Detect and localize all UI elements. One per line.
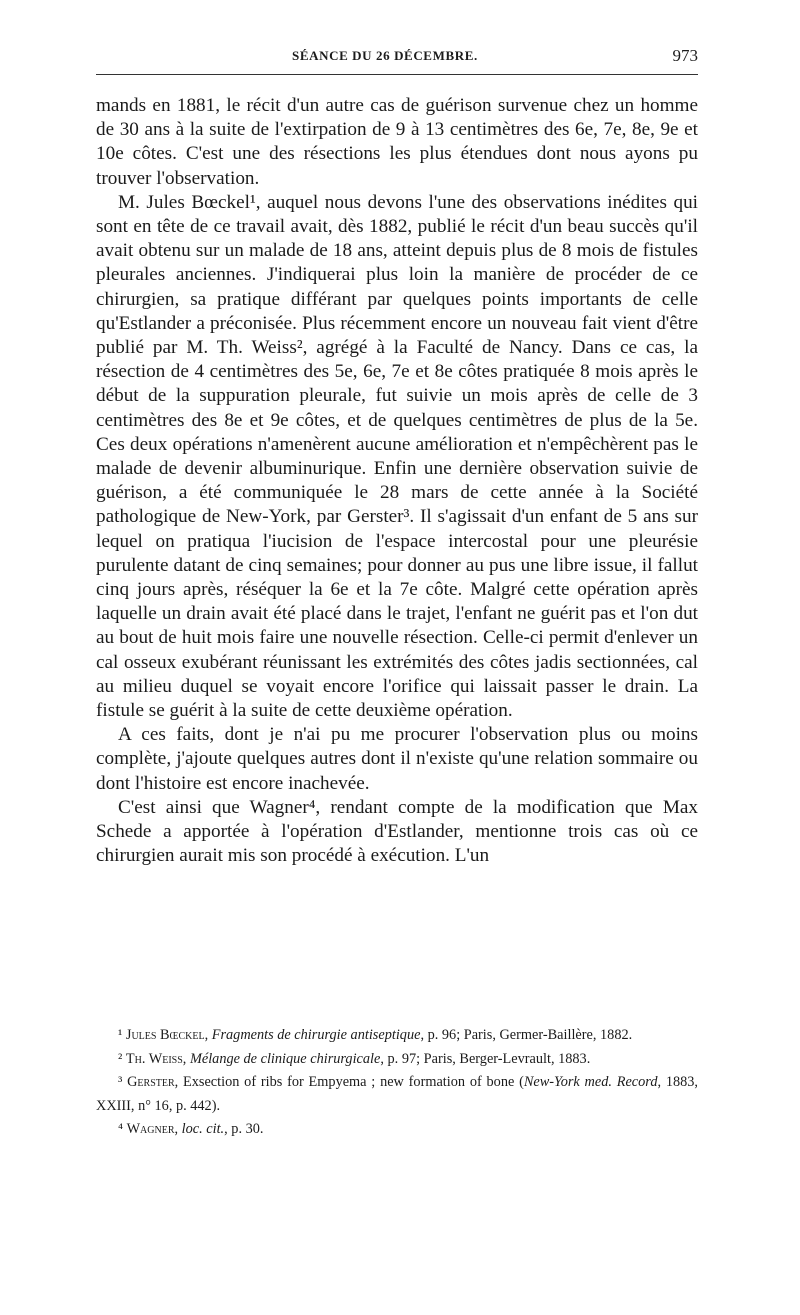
footnote-2: ² Th. Weiss, Mélange de clinique chirurgicale, p. 97; Paris, Berger-Levrault, 1883. [118, 1050, 591, 1067]
running-head [96, 46, 698, 70]
footnotes [96, 1024, 698, 1142]
footnote-title: loc. cit. [181, 1121, 225, 1138]
footnote-4: ⁴ Wagner, loc. cit., p. 30. [118, 1121, 264, 1138]
header-rule [96, 74, 698, 75]
body-text [96, 94, 698, 869]
footnote-rest: , p. 97; Paris, Berger-Levrault, 1883. [380, 1050, 591, 1067]
footnote-author: Jules Bœckel [125, 1027, 205, 1043]
running-title: SÉANCE DU 26 DÉCEMBRE. [292, 48, 478, 63]
footnote-mark: ² [118, 1050, 123, 1067]
footnote-plain: , Exsection of ribs for Empyema ; new formation of bone ( [174, 1074, 524, 1091]
footnote-author: Th. Weiss [125, 1050, 183, 1067]
footnote-author: Wagner [126, 1121, 175, 1138]
footnote-mark: ¹ [118, 1027, 123, 1043]
paragraph: C'est ainsi que Wagner⁴, rendant compte de la modification que Max Schede a apportée à l'opération d'Estlander, mentionne trois cas où ce chirurgien aurait mis son procédé à exécution. L'un [96, 796, 698, 867]
footnote-rest: , 1883, XXIII, n° 16, p. 442). [96, 1074, 698, 1114]
footnote-author: Gerster [127, 1074, 175, 1091]
paragraph: A ces faits, dont je n'ai pu me procurer l'observation plus ou moins complète, j'ajoute quelques autres dont il n'existe qu'une relation sommaire ou dont l'histoire est encore inachevée. [96, 724, 698, 794]
footnote-mark: ⁴ [118, 1121, 123, 1138]
footnote-mark: ³ [118, 1074, 123, 1091]
footnote-3 [96, 1071, 698, 1118]
paragraph: mands en 1881, le récit d'un autre cas de guérison survenue chez un homme de 30 ans à la suite de l'extirpation de 9 à 13 centimètres des 6e, 7e, 8e, 9e et 10e côtes. C'est une des résections les plus étendues dont nous ayons pu trouver l'observation. [96, 95, 698, 189]
footnote-rest: , p. 96; Paris, Germer-Baillère, 1882. [420, 1027, 633, 1043]
paragraph: M. Jules Bœckel¹, auquel nous devons l'une des observations inédites qui sont en tête de ce travail avait, dès 1882, publié le récit d'un beau succès qu'il avait obtenu sur un malade de 18 ans, atteint depuis plus de 8 mois de fistules pleurales anciennes. J'indiquerai plus loin la manière de procéder de ce chirurgien, sa pratique différant par quelques points importants de celle qu'Estlander a préconisée. Plus récemment encore un nouveau fait vient d'être publié par M. Th. Weiss², agrégé à la Faculté de Nancy. Dans ce cas, la résection de 4 centimètres des 5e, 6e, 7e et 8e côtes pratiquée 8 mois après le début de la suppuration pleurale, fut suivie un mois après de celle de 3 centimètres des 8e et 9e côtes, et de quelques centimètres de plus de la 5e. Ces deux opérations n'amenèrent aucune amélioration et n'empêchèrent pas le malade de devenir albuminurique. Enfin une dernière observation suivie de guérison, a été communiquée le 28 mars de cette année à la Société pathologique de New-York, par Gerster³. Il s'agissait d'un enfant de 5 ans sur lequel on pratiqua l'iucision de l'espace intercostal pour une pleurésie purulente datant de cinq semaines; pour donner au pus une libre issue, il fallut cinq jours après, réséquer la 6e et la 7e côte. Malgré cette opération après laquelle un drain avait été placé dans le trajet, l'enfant ne guérit pas et l'on dut au bout de huit mois faire une nouvelle résection. Celle-ci permit d'enlever un cal osseux exubérant réunissant les extrémités des côtes jadis sectionnées, cal au milieu duquel se voyait encore l'orifice qui laissait passer le drain. La fistule se guérit à la suite de cette deuxième opération. [96, 191, 698, 722]
footnote-rest: , p. 30. [224, 1121, 264, 1138]
footnote-title: Fragments de chirurgie antiseptique [211, 1027, 421, 1043]
footnote-title: New-York med. Record [523, 1074, 658, 1091]
page-number: 973 [672, 46, 698, 65]
footnote-1: ¹ Jules Bœckel, Fragments de chirurgie antiseptique, p. 96; Paris, Germer-Baillère, 1882. [118, 1027, 633, 1043]
footnote-title: Mélange de clinique chirurgicale [189, 1050, 381, 1067]
